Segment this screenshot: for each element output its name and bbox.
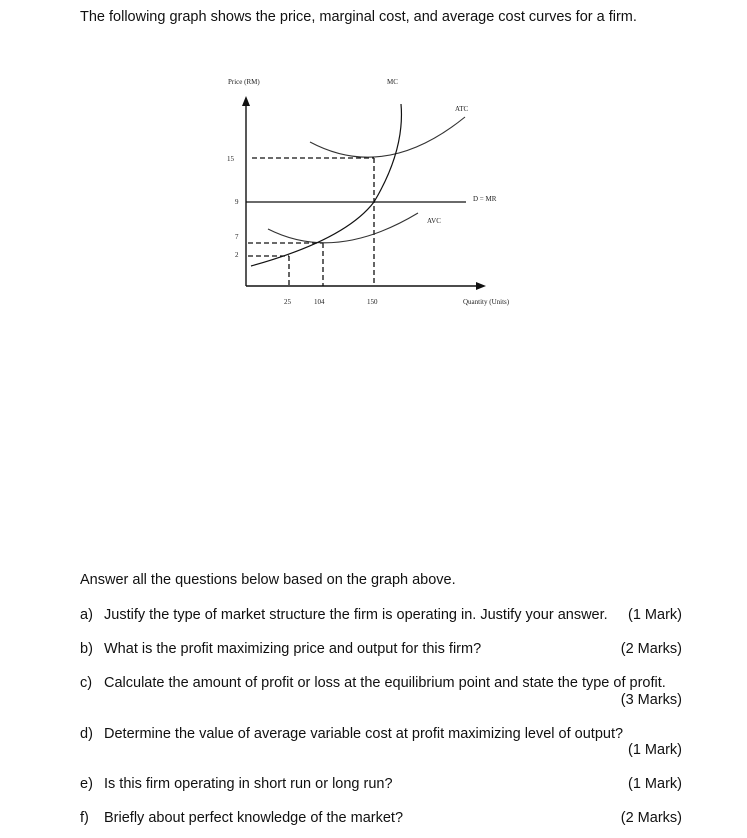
x-tick-104: 104: [314, 298, 325, 306]
question-marks: (2 Marks): [620, 810, 682, 826]
x-axis-label: Quantity (Units): [463, 298, 510, 306]
question-letter: f): [80, 810, 89, 826]
y-tick-9: 9: [235, 198, 239, 206]
cost-curves-graph: [0, 0, 747, 330]
question-text: Calculate the amount of profit or loss at the equilibrium point and state the type of profit.: [104, 675, 666, 691]
question-marks: (1 Mark): [628, 742, 682, 758]
x-axis-arrow: [476, 282, 486, 290]
y-tick-7: 7: [235, 233, 239, 241]
y-tick-15: 15: [227, 155, 234, 163]
mc-label: MC: [387, 78, 398, 86]
question-letter: c): [80, 675, 93, 691]
x-tick-150: 150: [367, 298, 378, 306]
question-marks: (3 Marks): [620, 692, 682, 708]
question-letter: b): [80, 641, 93, 657]
question-text: Justify the type of market structure the firm is operating in. Justify your answer.: [104, 607, 608, 623]
atc-curve: [310, 117, 465, 157]
question-letter: d): [80, 726, 93, 742]
question-text: Briefly about perfect knowledge of the market?: [104, 810, 404, 826]
question-marks: (2 Marks): [620, 641, 682, 657]
y-axis-label: Price (RM): [228, 78, 260, 86]
question-marks: (1 Mark): [628, 776, 682, 792]
avc-label: AVC: [427, 217, 441, 225]
question-marks: (1 Mark): [628, 607, 682, 623]
intro-text: The following graph shows the price, marginal cost, and average cost curves for a firm.: [80, 9, 637, 25]
x-tick-25: 25: [284, 298, 291, 306]
mc-curve: [251, 104, 401, 266]
question-text: Is this firm operating in short run or long run?: [104, 776, 393, 792]
question-letter: e): [80, 776, 93, 792]
question-text: Determine the value of average variable cost at profit maximizing level of output?: [104, 726, 624, 742]
y-axis-arrow: [242, 96, 250, 106]
y-tick-2: 2: [235, 251, 239, 259]
atc-label: ATC: [455, 105, 469, 113]
avc-curve: [268, 213, 418, 243]
question-text: What is the profit maximizing price and output for this firm?: [104, 641, 482, 657]
instructions-text: Answer all the questions below based on the graph above.: [80, 572, 456, 588]
question-letter: a): [80, 607, 93, 623]
demand-mr-label: D = MR: [473, 195, 497, 203]
